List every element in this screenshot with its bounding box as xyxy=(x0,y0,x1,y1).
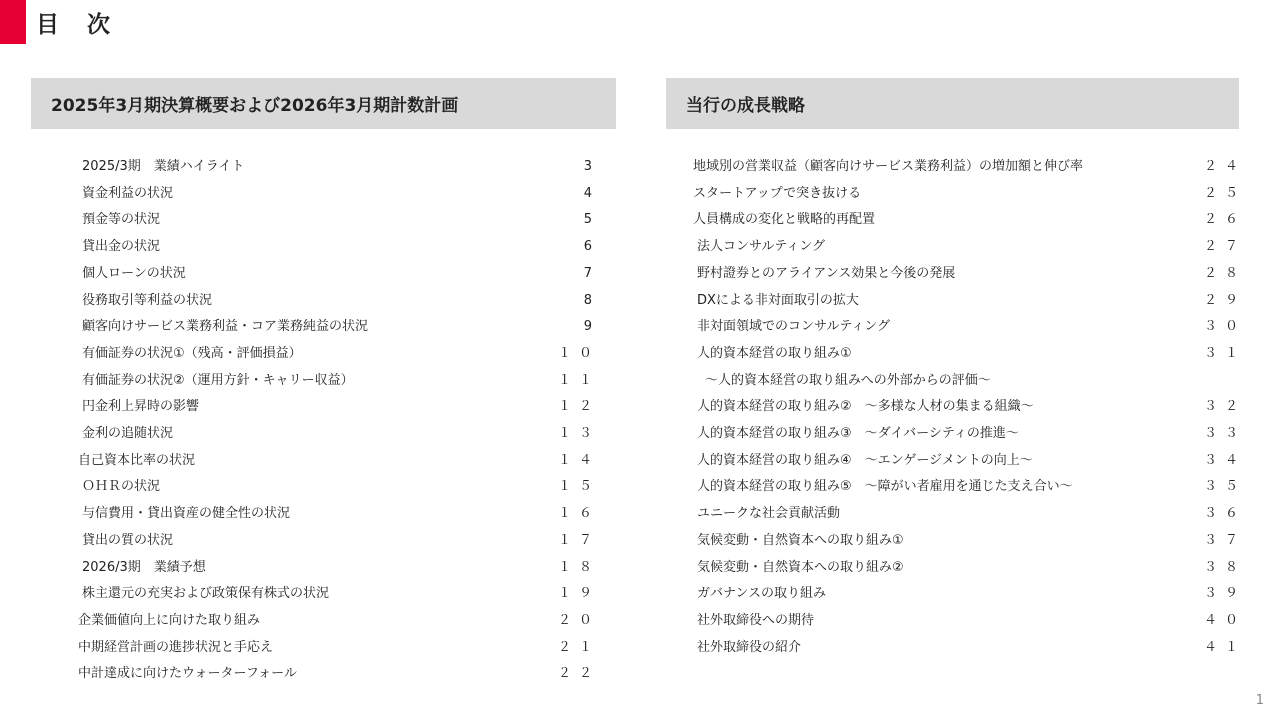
toc-item-label: 人的資本経営の取り組み① xyxy=(697,345,852,361)
toc-item-label: 気候変動・自然資本への取り組み② xyxy=(697,559,904,575)
toc-item-label: スタートアップで突き抜ける xyxy=(693,185,862,201)
page-title: 目 次 xyxy=(36,12,121,38)
toc-item-label: 人的資本経営の取り組み④ ～エンゲージメントの向上～ xyxy=(697,452,1033,468)
toc-item[interactable] xyxy=(0,555,1246,582)
toc-item[interactable] xyxy=(0,608,1246,635)
toc-item-page-number: 9 xyxy=(583,319,600,335)
toc-item-page-number: ２７ xyxy=(1203,239,1246,255)
toc-item-label: 2026/3期 業績予想 xyxy=(82,559,206,575)
toc-item[interactable] xyxy=(0,368,1238,395)
toc-item-page-number: 4 xyxy=(583,185,600,201)
toc-item-label: 非対面領域でのコンサルティング xyxy=(697,319,891,335)
toc-item-label: 法人コンサルティング xyxy=(697,239,826,255)
toc-item-page-number: ３４ xyxy=(1203,452,1246,468)
toc-item-label: ～人的資本経営の取り組みへの外部からの評価～ xyxy=(705,372,991,388)
toc-item[interactable] xyxy=(0,474,1246,501)
toc-item-label: 人的資本経営の取り組み② ～多様な人材の集まる組織～ xyxy=(697,399,1034,415)
toc-item-label: 野村證券とのアライアンス効果と今後の発展 xyxy=(697,265,956,281)
section-heading-results-label: 2025年3月期決算概要および2026年3月期計数計画 xyxy=(51,96,459,116)
toc-item-label: 資金利益の状況 xyxy=(82,185,174,201)
toc-item[interactable] xyxy=(0,207,1246,234)
toc-item[interactable] xyxy=(0,635,1246,662)
toc-item-label: 気候変動・自然資本への取り組み① xyxy=(697,532,904,548)
toc-item-page-number: 8 xyxy=(583,292,600,308)
toc-item[interactable] xyxy=(0,181,1246,208)
toc-item-label: 人員構成の変化と戦略的再配置 xyxy=(693,212,876,228)
toc-item[interactable] xyxy=(0,314,1246,341)
toc-item-label: 貸出の質の状況 xyxy=(82,532,174,548)
toc-item-label: 企業価値向上に向けた取り組み xyxy=(78,612,261,628)
toc-item-page-number: ４０ xyxy=(1203,612,1246,628)
toc-item-label: 人的資本経営の取り組み③ ～ダイバーシティの推進～ xyxy=(697,426,1019,441)
toc-item[interactable] xyxy=(0,261,1246,288)
toc-item-page-number: １６ xyxy=(557,506,600,522)
toc-item[interactable] xyxy=(0,394,1246,421)
toc-item-page-number: １５ xyxy=(557,479,600,495)
section-heading-results xyxy=(31,78,616,129)
toc-item-label: 個人ローンの状況 xyxy=(82,265,186,281)
toc-item-page-number: 3 xyxy=(583,159,600,174)
toc-item-label: 円金利上昇時の影響 xyxy=(82,399,200,415)
toc-item-page-number: ２６ xyxy=(1203,212,1246,228)
toc-item-page-number: １９ xyxy=(557,586,600,602)
toc-item-page-number: 7 xyxy=(583,265,600,281)
toc-item-page-number: ３９ xyxy=(1203,586,1246,602)
toc-item-page-number: １８ xyxy=(557,559,600,575)
toc-item-label: 地域別の営業収益（顧客向けサービス業務利益）の増加額と伸び率 xyxy=(693,159,1084,174)
toc-item-label: 役務取引等利益の状況 xyxy=(82,292,213,308)
toc-item-page-number: １０ xyxy=(557,345,600,361)
toc-item[interactable] xyxy=(0,448,1246,475)
toc-item-page-number: ４１ xyxy=(1203,639,1246,655)
toc-item-label: DXによる非対面取引の拡大 xyxy=(697,292,859,308)
toc-item-page-number: ２１ xyxy=(557,639,600,655)
toc-item-page-number: ３１ xyxy=(1203,345,1246,361)
toc-item[interactable] xyxy=(0,501,1246,528)
toc-item-page-number: ２８ xyxy=(1203,265,1246,281)
toc-item-page-number: ３０ xyxy=(1203,319,1246,335)
toc-item-label: ＯＨＲの状況 xyxy=(82,479,161,495)
toc-item-page-number: １１ xyxy=(557,372,600,388)
section-heading-growth-strategy xyxy=(666,78,1239,129)
toc-item-page-number: ３７ xyxy=(1203,532,1246,548)
toc-item-page-number: ３８ xyxy=(1203,559,1246,575)
toc-item-page-number: ２０ xyxy=(557,612,600,628)
toc-item[interactable] xyxy=(0,341,1246,368)
toc-item-label: 自己資本比率の状況 xyxy=(78,452,196,468)
toc-item-page-number: １３ xyxy=(557,426,600,441)
toc-item-page-number: 5 xyxy=(583,212,600,228)
toc-item-label: ユニークな社会貢献活動 xyxy=(697,506,841,522)
toc-item-page-number: ２９ xyxy=(1203,292,1246,308)
toc-item-label: 人的資本経営の取り組み⑤ ～障がい者雇用を通じた支え合い～ xyxy=(697,479,1073,495)
toc-item-page-number: １７ xyxy=(557,532,600,548)
slide-page-number: 1 xyxy=(1255,693,1264,708)
toc-item[interactable] xyxy=(0,421,1246,448)
toc-item-page-number: ２５ xyxy=(1203,185,1246,201)
toc-item[interactable] xyxy=(0,581,1246,608)
toc-item-page-number: ２４ xyxy=(1203,159,1246,174)
toc-item[interactable] xyxy=(0,234,1246,261)
toc-item-label: 貸出金の状況 xyxy=(82,239,161,255)
toc-item-page-number: ３２ xyxy=(1203,399,1246,415)
toc-item-label: 社外取締役の紹介 xyxy=(697,639,802,655)
toc-item[interactable] xyxy=(0,288,1246,315)
section-heading-growth-strategy-label: 当行の成長戦略 xyxy=(686,96,805,116)
toc-item-label: 顧客向けサービス業務利益・コア業務純益の状況 xyxy=(82,319,369,335)
toc-item-page-number: 6 xyxy=(583,239,600,255)
toc-item-label: 中計達成に向けたウォーターフォール xyxy=(78,666,297,682)
title-accent-bar xyxy=(0,0,26,44)
toc-item-label: ガバナンスの取り組み xyxy=(697,586,826,602)
toc-item-page-number: １４ xyxy=(557,452,600,468)
toc-item-label: 有価証券の状況②（運用方針・キャリー収益） xyxy=(82,372,354,388)
toc-item-page-number: ３５ xyxy=(1203,479,1246,495)
toc-item-label: 社外取締役への期待 xyxy=(697,612,815,628)
toc-item-label: 金利の追随状況 xyxy=(82,426,174,441)
toc-item[interactable] xyxy=(0,661,600,688)
toc-item-page-number: ３６ xyxy=(1203,506,1246,522)
toc-item-label: 有価証券の状況①（残高・評価損益） xyxy=(82,345,302,361)
toc-item-page-number: １２ xyxy=(557,399,600,415)
toc-item-label: 2025/3期 業績ハイライト xyxy=(82,159,245,174)
toc-item-label: 与信費用・貸出資産の健全性の状況 xyxy=(82,506,291,522)
toc-item-label: 預金等の状況 xyxy=(82,212,161,228)
toc-item[interactable] xyxy=(0,528,1246,555)
toc-item-page-number: ３３ xyxy=(1203,426,1246,441)
toc-item[interactable] xyxy=(0,154,1246,181)
toc-item-label: 株主還元の充実および政策保有株式の状況 xyxy=(82,586,330,602)
toc-item-page-number: ２２ xyxy=(557,666,600,682)
toc-item-label: 中期経営計画の進捗状況と手応え xyxy=(78,639,274,655)
